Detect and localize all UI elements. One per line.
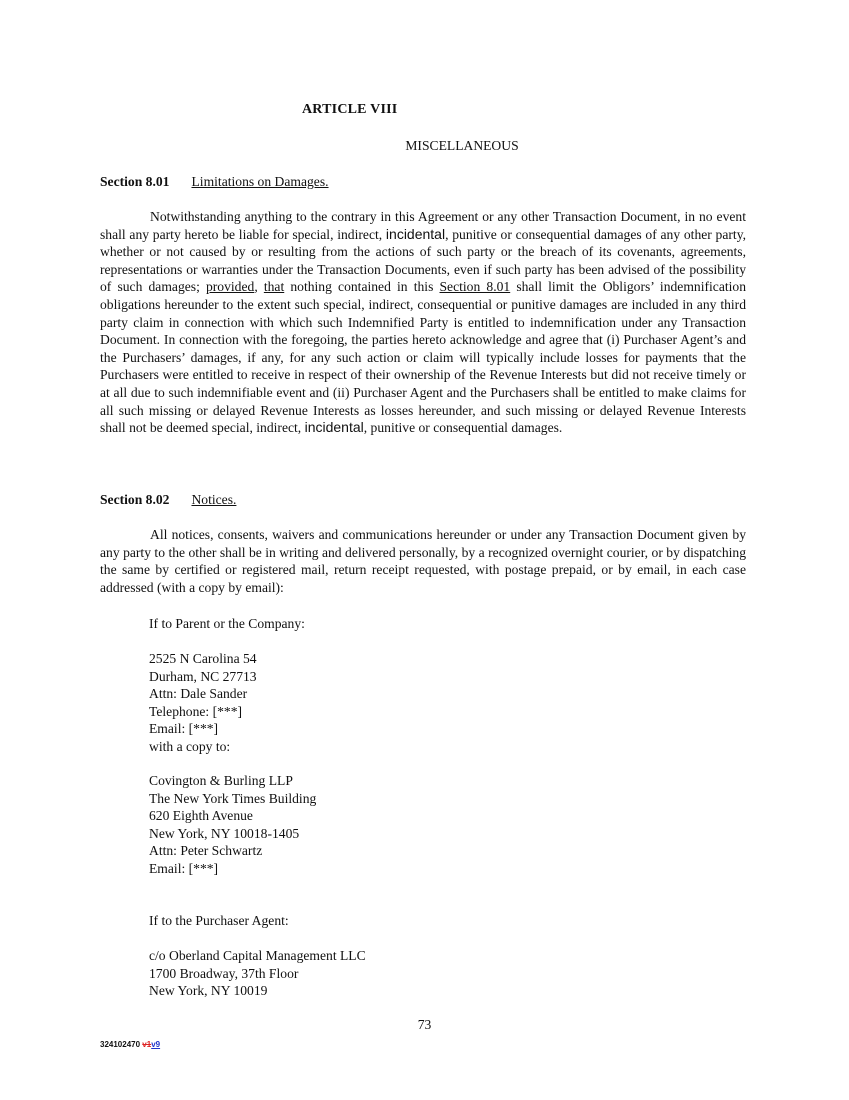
new-version: v9	[151, 1040, 161, 1049]
address-line: c/o Oberland Capital Management LLC	[149, 948, 366, 963]
copy-address	[149, 772, 316, 878]
section-8-02-heading	[100, 491, 236, 509]
word-incidental: incidental	[304, 419, 364, 436]
section-title: Limitations on Damages.	[191, 174, 329, 189]
section-8-02-body: All notices, consents, waivers and communications hereunder or under any Transaction Document given by any party to the other shall be in writing and delivered personally, by a recognized overnight courier, or by dispatching the same by certified or registered mail, return receipt requested, with postage prepaid, or by email, in each case addressed (with a copy by email):	[100, 527, 746, 595]
address-line: 620 Eighth Avenue	[149, 808, 253, 824]
address-line: with a copy to:	[149, 738, 231, 754]
address-line: New York, NY 10018-1405	[149, 825, 300, 841]
word-that: that	[263, 279, 285, 295]
address-line: Email: [***]	[149, 860, 219, 876]
address-line: Covington & Burling LLP	[149, 773, 293, 788]
address-line: Attn: Peter Schwartz	[149, 843, 263, 859]
address-line: Durham, NC 27713	[149, 668, 257, 684]
address-line: Attn: Dale Sander	[149, 686, 248, 702]
old-version: v1	[142, 1040, 152, 1049]
address-line: Telephone: [***]	[149, 703, 243, 719]
address-line: The New York Times Building	[149, 790, 317, 806]
section-title: Notices.	[191, 492, 237, 507]
address-line: 1700 Broadway, 37th Floor	[149, 965, 299, 981]
company-address	[149, 650, 257, 756]
address-line: Email: [***]	[149, 721, 219, 737]
agent-address	[149, 947, 366, 1000]
page-number: 73	[417, 1017, 432, 1032]
article-subtitle: MISCELLANEOUS	[405, 138, 519, 153]
section-8-01-heading	[100, 173, 329, 191]
company-label: If to Parent or the Company:	[149, 616, 305, 631]
article-title: ARTICLE VIII	[302, 102, 398, 117]
section-number: Section 8.01	[100, 174, 170, 189]
address-line: 2525 N Carolina 54	[149, 651, 257, 666]
section-reference: Section 8.01	[439, 279, 511, 295]
section-number: Section 8.02	[100, 492, 170, 507]
word-incidental: incidental	[385, 225, 446, 242]
section-8-01-body: Notwithstanding anything to the contrary in this Agreement or any other Transaction Document, in no event shall any party hereto be liable for special, indirect, incidental, punitive or consequential damages of any other party, whether or not caused by or resulting from the actions of such party or the breach of its covenants, agreements, representations or warranties under the Transaction Documents, even if such party has been advised of the possibility of such damages; provided, that nothing contained in this Section 8.01 shall limit the Obligors’ indemnification obligations hereunder to the extent such special, indirect, consequential or punitive damages are included in any third party claim in connection with which such Indemnified Party is entitled to indemnification under any Transaction Document. In connection with the foregoing, the parties hereto acknowledge and agree that (i) Purchaser Agent’s and the Purchasers’ damages, if any, for any such action or claim will typically include losses for payments that the Purchasers were entitled to receive in respect of their ownership of the Revenue Interests but did not receive timely or at all due to such indemnifiable event and (ii) Purchaser Agent and the Purchasers shall be entitled to make claims for all such missing or delayed Revenue Interests as losses hereunder, and such missing or delayed Revenue Interests shall not be deemed special, indirect, incidental, punitive or consequential damages.	[100, 209, 747, 436]
document-id: 324102470 v1v9	[100, 1040, 161, 1049]
address-line: New York, NY 10019	[149, 983, 268, 999]
agent-label: If to the Purchaser Agent:	[149, 913, 289, 928]
word-provided: provided	[205, 279, 255, 295]
